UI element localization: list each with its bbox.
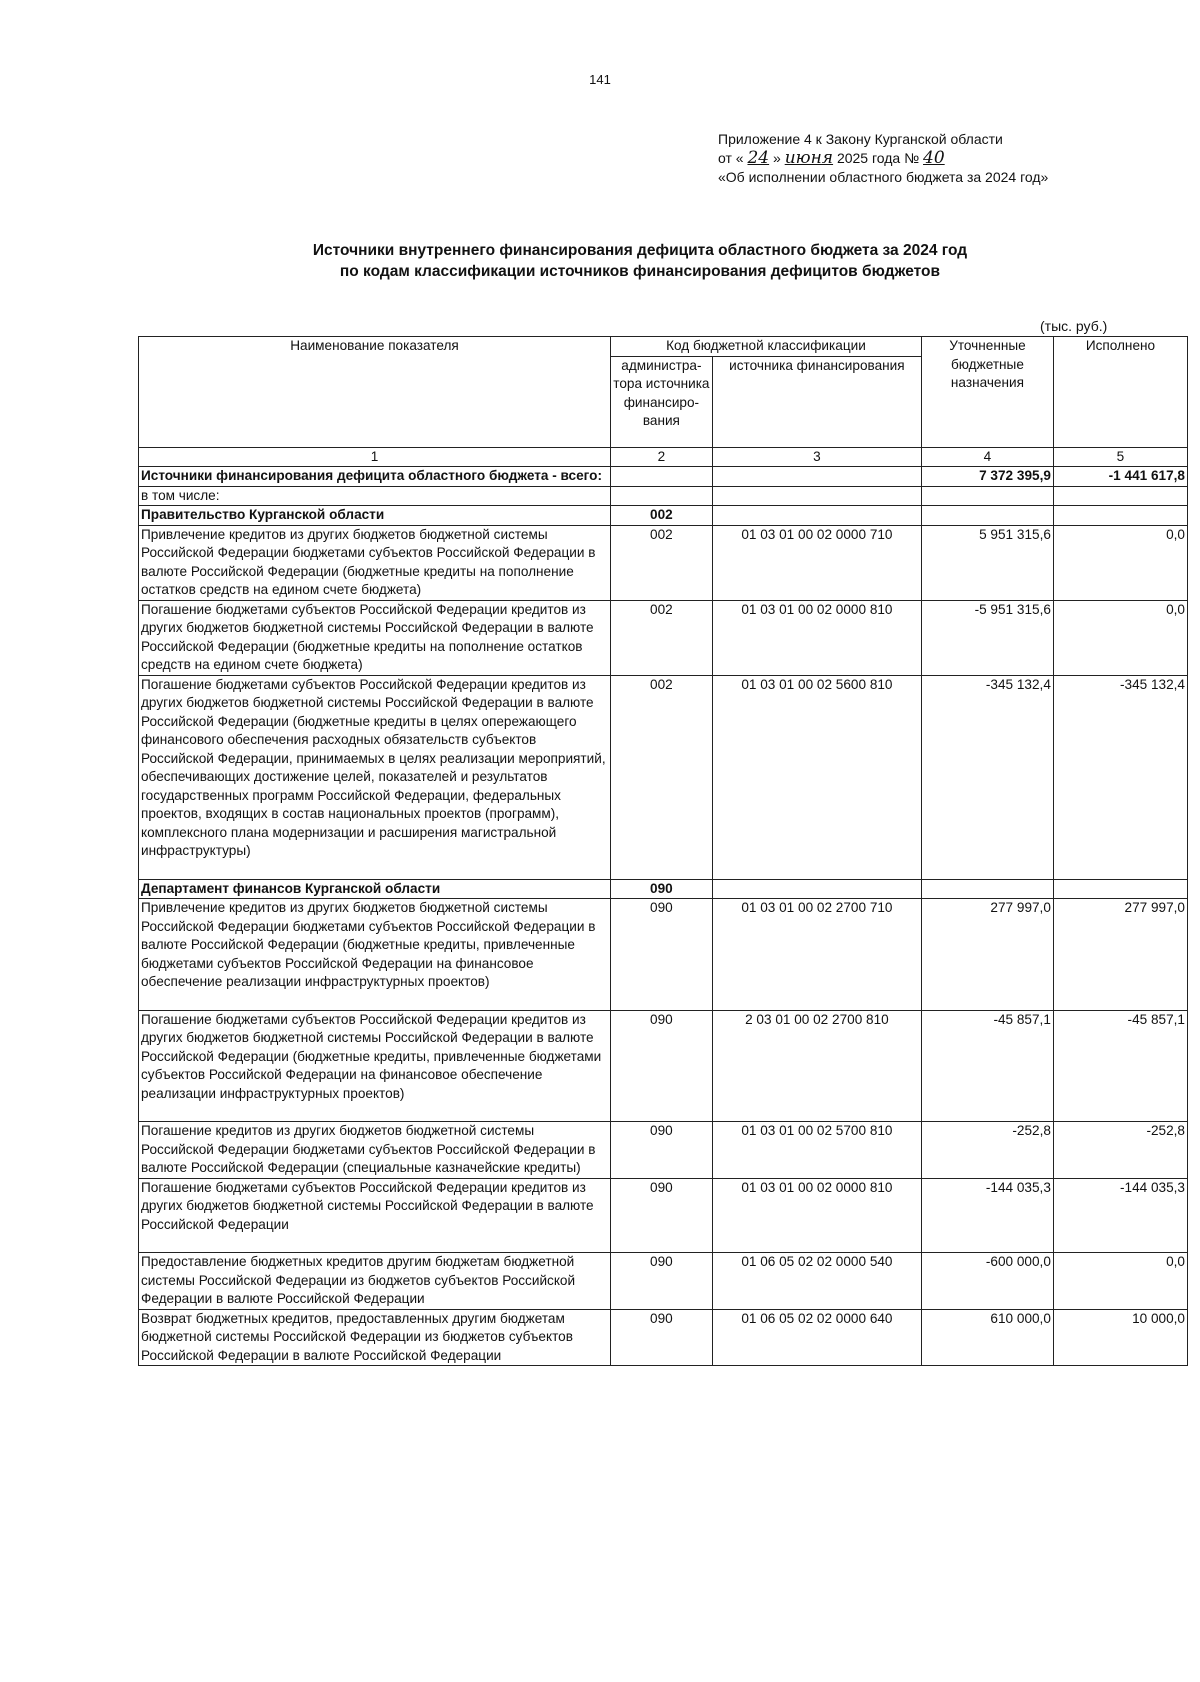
row-code-cell: [712, 506, 921, 526]
table-row: [139, 600, 1188, 675]
col-number-5: 5: [1053, 447, 1187, 467]
row-code-cell: [712, 467, 921, 487]
row-executed-cell: -252,8: [1053, 1122, 1187, 1179]
table-row: [139, 506, 1188, 526]
header-admin: администра-тора источника финансиро-вания: [610, 356, 712, 447]
row-executed-cell: [1053, 486, 1187, 506]
column-numbers-row: [139, 447, 1188, 467]
row-planned-cell: [921, 879, 1053, 899]
row-planned-cell: -600 000,0: [921, 1253, 1053, 1310]
row-executed-cell: [1053, 506, 1187, 526]
col-number-3: 3: [712, 447, 921, 467]
table-row: [139, 1178, 1188, 1253]
row-executed-cell: -345 132,4: [1053, 675, 1187, 879]
row-name-cell: Правительство Курганской области: [139, 506, 611, 526]
row-admin-cell: 090: [610, 879, 712, 899]
row-admin-cell: 002: [610, 525, 712, 600]
table-row: [139, 1309, 1188, 1366]
row-code-cell: 2 03 01 00 02 2700 810: [712, 1010, 921, 1122]
header-code-group: Код бюджетной классификации: [610, 337, 921, 357]
row-code-cell: 01 03 01 00 02 5600 810: [712, 675, 921, 879]
row-planned-cell: -45 857,1: [921, 1010, 1053, 1122]
appendix-mid: »: [773, 150, 781, 166]
sources-table: [138, 336, 1188, 1366]
title-line2: по кодам классификации источников финансирования дефицитов бюджетов: [339, 263, 941, 280]
row-name-cell: в том числе:: [139, 486, 611, 506]
row-planned-cell: 277 997,0: [921, 899, 1053, 1011]
header-row-1: [139, 337, 1188, 357]
row-admin-cell: 002: [610, 600, 712, 675]
row-code-cell: 01 03 01 00 02 0000 710: [712, 525, 921, 600]
row-name-cell: Источники финансирования дефицита областного бюджета - всего:: [139, 467, 611, 487]
row-code-cell: 01 03 01 00 02 2700 710: [712, 899, 921, 1011]
row-executed-cell: 10 000,0: [1053, 1309, 1187, 1366]
row-code-cell: [712, 879, 921, 899]
row-code-cell: 01 03 01 00 02 0000 810: [712, 1178, 921, 1253]
col-number-1: 1: [139, 447, 611, 467]
row-name-cell: Погашение бюджетами субъектов Российской Федерации кредитов из других бюджетов бюджетной системы Российской Федерации в валюте Российской Федерации (бюджетные кредиты на пополнение остатков средств на едином счете бюджета): [139, 600, 611, 675]
table-row: [139, 1122, 1188, 1179]
row-code-cell: 01 06 05 02 02 0000 540: [712, 1253, 921, 1310]
table-row: [139, 675, 1188, 879]
row-planned-cell: -252,8: [921, 1122, 1053, 1179]
row-name-cell: Привлечение кредитов из других бюджетов бюджетной системы Российской Федерации бюджетами субъектов Российской Федерации в валюте Российской Федерации (бюджетные кредиты на пополнение остатков средств на едином счете бюджета): [139, 525, 611, 600]
table-row: [139, 899, 1188, 1011]
row-executed-cell: 0,0: [1053, 525, 1187, 600]
appendix-line1: Приложение 4 к Закону Курганской области: [718, 131, 1003, 147]
table-row: [139, 879, 1188, 899]
header-executed: Исполнено: [1053, 337, 1187, 448]
row-name-cell: Погашение бюджетами субъектов Российской Федерации кредитов из других бюджетов бюджетной системы Российской Федерации в валюте Российской Федерации (бюджетные кредиты в целях опережающего финансового обеспечения расходных обязательств субъектов Российской Федерации, принимаемых в целях реализации мероприятий, обеспечивающих достижение целей, показателей и результатов государственных программ Российской Федерации, федеральных проектов, входящих в состав национальных проектов (программ), комплексного плана модернизации и расширения магистральной инфраструктуры): [139, 675, 611, 879]
row-executed-cell: -1 441 617,8: [1053, 467, 1187, 487]
appendix-line3: «Об исполнении областного бюджета за 2024 год»: [718, 169, 1049, 185]
row-admin-cell: 090: [610, 1122, 712, 1179]
row-name-cell: Погашение бюджетами субъектов Российской Федерации кредитов из других бюджетов бюджетной системы Российской Федерации в валюте Российской Федерации: [139, 1178, 611, 1253]
row-planned-cell: -5 951 315,6: [921, 600, 1053, 675]
row-executed-cell: -45 857,1: [1053, 1010, 1187, 1122]
row-planned-cell: -144 035,3: [921, 1178, 1053, 1253]
table-row: [139, 525, 1188, 600]
row-executed-cell: 277 997,0: [1053, 899, 1187, 1011]
table-row: [139, 467, 1188, 487]
row-planned-cell: -345 132,4: [921, 675, 1053, 879]
header-source: источника финансирования: [712, 356, 921, 447]
row-admin-cell: [610, 486, 712, 506]
row-code-cell: 01 06 05 02 02 0000 640: [712, 1309, 921, 1366]
page-number: 141: [589, 72, 611, 87]
appendix-header: [718, 130, 1048, 187]
row-admin-cell: 002: [610, 506, 712, 526]
appendix-line2: [718, 149, 1048, 168]
appendix-from-prefix: от «: [718, 150, 744, 166]
row-code-cell: 01 03 01 00 02 5700 810: [712, 1122, 921, 1179]
row-admin-cell: 002: [610, 675, 712, 879]
table-body: [139, 467, 1188, 1366]
header-name: Наименование показателя: [139, 337, 611, 448]
table-row: [139, 1253, 1188, 1310]
appendix-year: 2025 года №: [836, 150, 920, 166]
row-planned-cell: 610 000,0: [921, 1309, 1053, 1366]
title-line1: Источники внутреннего финансирования дефицита областного бюджета за 2024 год: [312, 242, 968, 259]
appendix-day: 24: [747, 148, 770, 168]
row-name-cell: Предоставление бюджетных кредитов другим бюджетам бюджетной системы Российской Федерации из бюджетов субъектов Российской Федерации в валюте Российской Федерации: [139, 1253, 611, 1310]
row-name-cell: Возврат бюджетных кредитов, предоставленных другим бюджетам бюджетной системы Российской Федерации из бюджетов субъектов Российской Федерации в валюте Российской Федерации: [139, 1309, 611, 1366]
row-admin-cell: 090: [610, 1010, 712, 1122]
row-admin-cell: 090: [610, 1253, 712, 1310]
row-planned-cell: 7 372 395,9: [921, 467, 1053, 487]
row-code-cell: [712, 486, 921, 506]
table-row: [139, 1010, 1188, 1122]
appendix-number: 40: [923, 148, 945, 168]
row-name-cell: Привлечение кредитов из других бюджетов бюджетной системы Российской Федерации бюджетами субъектов Российской Федерации в валюте Российской Федерации (бюджетные кредиты, привлеченные бюджетами субъектов Российской Федерации на финансовое обеспечение реализации инфраструктурных проектов): [139, 899, 611, 1011]
document-title: [0, 240, 1200, 282]
col-number-4: 4: [921, 447, 1053, 467]
row-code-cell: 01 03 01 00 02 0000 810: [712, 600, 921, 675]
row-executed-cell: -144 035,3: [1053, 1178, 1187, 1253]
row-admin-cell: [610, 467, 712, 487]
row-executed-cell: [1053, 879, 1187, 899]
row-name-cell: Погашение кредитов из других бюджетов бюджетной системы Российской Федерации бюджетами субъектов Российской Федерации в валюте Российской Федерации (специальные казначейские кредиты): [139, 1122, 611, 1179]
row-admin-cell: 090: [610, 1309, 712, 1366]
row-planned-cell: [921, 506, 1053, 526]
row-name-cell: Погашение бюджетами субъектов Российской Федерации кредитов из других бюджетов бюджетной системы Российской Федерации в валюте Российской Федерации (бюджетные кредиты, привлеченные бюджетами субъектов Российской Федерации на финансовое обеспечение реализации инфраструктурных проектов): [139, 1010, 611, 1122]
row-admin-cell: 090: [610, 1178, 712, 1253]
row-planned-cell: [921, 486, 1053, 506]
table-row: [139, 486, 1188, 506]
row-planned-cell: 5 951 315,6: [921, 525, 1053, 600]
row-executed-cell: 0,0: [1053, 1253, 1187, 1310]
units-label: (тыс. руб.): [1040, 318, 1108, 334]
row-name-cell: Департамент финансов Курганской области: [139, 879, 611, 899]
header-planned: Уточненные бюджетные назначения: [921, 337, 1053, 448]
row-admin-cell: 090: [610, 899, 712, 1011]
appendix-month: июня: [784, 148, 834, 168]
col-number-2: 2: [610, 447, 712, 467]
row-executed-cell: 0,0: [1053, 600, 1187, 675]
